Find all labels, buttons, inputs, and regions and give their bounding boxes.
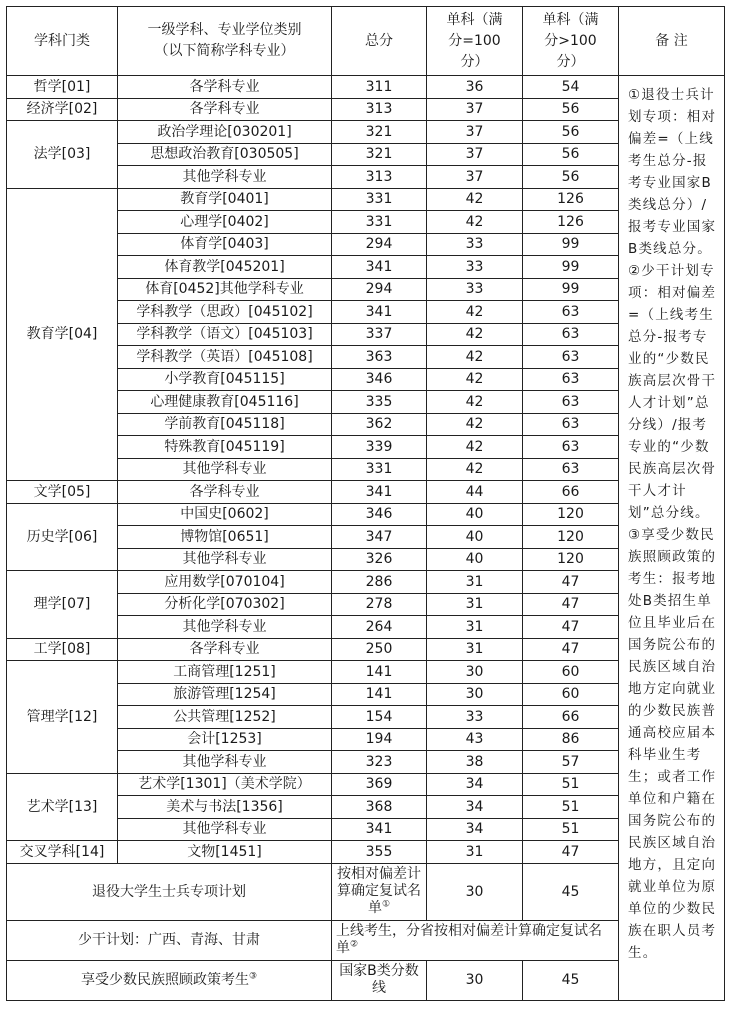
total-score-cell: 286 — [332, 571, 427, 594]
total-score-cell: 339 — [332, 436, 427, 459]
subject-cell: 美术与书法[1356] — [118, 796, 332, 819]
subject-cell: 各学科专业 — [118, 98, 332, 121]
subject-cell: 各学科专业 — [118, 638, 332, 661]
single-100-cell: 31 — [427, 616, 523, 639]
remarks-cell — [619, 76, 725, 1001]
category-cell: 哲学[01] — [7, 76, 118, 99]
single-100-cell: 44 — [427, 481, 523, 504]
table-row — [7, 503, 725, 526]
single-gt100-cell: 47 — [523, 571, 619, 594]
single-gt100-cell: 60 — [523, 661, 619, 684]
table-row — [7, 638, 725, 661]
subject-cell: 中国史[0602] — [118, 503, 332, 526]
single-gt100-cell: 47 — [523, 593, 619, 616]
special-cadre-rule-text: 上线考生，分省按相对偏差计算确定复试名单 — [336, 923, 602, 956]
special-soldier-single-100-text: 30 — [465, 883, 484, 900]
total-score-cell: 321 — [332, 121, 427, 144]
subject-cell: 应用数学[070104] — [118, 571, 332, 594]
single-gt100-cell: 47 — [523, 616, 619, 639]
special-row-soldier — [7, 863, 725, 920]
total-score-cell: 341 — [332, 481, 427, 504]
table-body — [7, 76, 725, 1001]
total-score-cell: 141 — [332, 661, 427, 684]
single-100-cell: 42 — [427, 413, 523, 436]
single-gt100-cell: 63 — [523, 458, 619, 481]
single-gt100-cell: 99 — [523, 256, 619, 279]
single-100-cell: 30 — [427, 661, 523, 684]
subject-cell: 特殊教育[045119] — [118, 436, 332, 459]
total-score-cell: 369 — [332, 773, 427, 796]
subject-cell: 文物[1451] — [118, 841, 332, 864]
subject-cell: 体育学[0403] — [118, 233, 332, 256]
category-cell: 文学[05] — [7, 481, 118, 504]
header-row — [7, 7, 725, 76]
special-soldier-label-text: 退役大学生士兵专项计划 — [92, 883, 246, 900]
single-100-cell: 42 — [427, 188, 523, 211]
special-cadre-label-text: 少干计划：广西、青海、甘肃 — [78, 932, 260, 948]
single-gt100-cell: 63 — [523, 436, 619, 459]
subject-cell: 思想政治教育[030505] — [118, 143, 332, 166]
footnote-3: ③ — [248, 971, 258, 982]
single-100-cell: 31 — [427, 571, 523, 594]
total-score-cell: 363 — [332, 346, 427, 369]
single-gt100-cell: 126 — [523, 211, 619, 234]
remark-note: ③享受少数民族照顾政策的考生：报考地处B类招生单位且毕业后在国务院公布的民族区域自治地方定向就业的少数民族普通高校应届本科毕业生考生；或者工作单位和户籍在国务院公布的民族区域自治地方，且定向就业单位为原单位的少数民族在职人员考生。 — [628, 527, 717, 961]
single-gt100-cell: 120 — [523, 526, 619, 549]
total-score-cell: 323 — [332, 751, 427, 774]
single-100-cell: 33 — [427, 233, 523, 256]
special-soldier-rule — [332, 863, 427, 920]
special-soldier-single-gt100 — [523, 863, 619, 920]
single-gt100-cell: 63 — [523, 368, 619, 391]
total-score-cell: 278 — [332, 593, 427, 616]
single-100-cell: 31 — [427, 593, 523, 616]
category-cell: 工学[08] — [7, 638, 118, 661]
single-gt100-cell: 63 — [523, 346, 619, 369]
special-soldier-single-gt100-text: 45 — [561, 883, 580, 900]
single-100-cell: 31 — [427, 638, 523, 661]
special-minority-label-text: 享受少数民族照顾政策考生 — [80, 972, 249, 988]
subject-cell: 学科教学（语文）[045103] — [118, 323, 332, 346]
special-soldier-label — [7, 863, 332, 920]
single-100-cell: 30 — [427, 683, 523, 706]
header-single-gt100: 单科（满分>100分） — [523, 7, 619, 76]
special-minority-single-gt100 — [523, 960, 619, 1000]
subject-cell: 各学科专业 — [118, 481, 332, 504]
subject-cell: 博物馆[0651] — [118, 526, 332, 549]
header-single-100: 单科（满分=100分） — [427, 7, 523, 76]
table-row — [7, 121, 725, 144]
subject-cell: 小学教育[045115] — [118, 368, 332, 391]
total-score-cell: 341 — [332, 301, 427, 324]
subject-cell: 其他学科专业 — [118, 548, 332, 571]
single-100-cell: 40 — [427, 548, 523, 571]
subject-cell: 各学科专业 — [118, 76, 332, 99]
total-score-cell: 326 — [332, 548, 427, 571]
category-cell: 艺术学[13] — [7, 773, 118, 841]
category-cell: 历史学[06] — [7, 503, 118, 571]
single-gt100-cell: 63 — [523, 301, 619, 324]
total-score-cell: 141 — [332, 683, 427, 706]
subject-cell: 教育学[0401] — [118, 188, 332, 211]
single-100-cell: 38 — [427, 751, 523, 774]
total-score-cell: 341 — [332, 818, 427, 841]
special-soldier-rule-text: 按相对偏差计算确定复试名单 — [337, 866, 421, 916]
table-row — [7, 481, 725, 504]
category-cell: 法学[03] — [7, 121, 118, 189]
single-100-cell: 43 — [427, 728, 523, 751]
footnote-1: ① — [381, 899, 391, 910]
single-gt100-cell: 56 — [523, 98, 619, 121]
single-100-cell: 37 — [427, 121, 523, 144]
single-100-cell: 40 — [427, 526, 523, 549]
single-gt100-cell: 47 — [523, 841, 619, 864]
single-gt100-cell: 56 — [523, 166, 619, 189]
total-score-cell: 368 — [332, 796, 427, 819]
total-score-cell: 264 — [332, 616, 427, 639]
category-cell: 经济学[02] — [7, 98, 118, 121]
single-100-cell: 33 — [427, 256, 523, 279]
subject-cell: 公共管理[1252] — [118, 706, 332, 729]
subject-cell: 工商管理[1251] — [118, 661, 332, 684]
single-gt100-cell: 51 — [523, 818, 619, 841]
single-100-cell: 33 — [427, 278, 523, 301]
single-100-cell: 33 — [427, 706, 523, 729]
subject-cell: 学科教学（英语）[045108] — [118, 346, 332, 369]
header-remark: 备 注 — [619, 7, 725, 76]
single-gt100-cell: 63 — [523, 413, 619, 436]
single-100-cell: 42 — [427, 211, 523, 234]
special-minority-label — [7, 960, 332, 1000]
single-gt100-cell: 51 — [523, 773, 619, 796]
special-row-minority — [7, 960, 725, 1000]
single-100-cell: 36 — [427, 76, 523, 99]
single-100-cell: 37 — [427, 98, 523, 121]
total-score-cell: 347 — [332, 526, 427, 549]
single-gt100-cell: 51 — [523, 796, 619, 819]
single-gt100-cell: 60 — [523, 683, 619, 706]
table-row — [7, 661, 725, 684]
single-gt100-cell: 126 — [523, 188, 619, 211]
single-100-cell: 42 — [427, 368, 523, 391]
special-minority-rule-text: 国家B类分数线 — [339, 963, 419, 996]
single-100-cell: 34 — [427, 773, 523, 796]
total-score-cell: 311 — [332, 76, 427, 99]
total-score-cell: 154 — [332, 706, 427, 729]
special-row-cadre — [7, 920, 725, 960]
table-row — [7, 841, 725, 864]
header-category: 学科门类 — [7, 7, 118, 76]
subject-cell: 其他学科专业 — [118, 818, 332, 841]
single-gt100-cell: 63 — [523, 323, 619, 346]
special-soldier-single-100 — [427, 863, 523, 920]
special-minority-single-100 — [427, 960, 523, 1000]
single-100-cell: 42 — [427, 436, 523, 459]
subject-cell: 分析化学[070302] — [118, 593, 332, 616]
single-100-cell: 37 — [427, 166, 523, 189]
total-score-cell: 331 — [332, 211, 427, 234]
subject-cell: 学科教学（思政）[045102] — [118, 301, 332, 324]
subject-cell: 其他学科专业 — [118, 166, 332, 189]
single-100-cell: 42 — [427, 346, 523, 369]
total-score-cell: 346 — [332, 368, 427, 391]
total-score-cell: 250 — [332, 638, 427, 661]
category-cell: 管理学[12] — [7, 661, 118, 774]
single-gt100-cell: 56 — [523, 143, 619, 166]
single-100-cell: 42 — [427, 323, 523, 346]
total-score-cell: 331 — [332, 188, 427, 211]
total-score-cell: 335 — [332, 391, 427, 414]
subject-cell: 学前教育[045118] — [118, 413, 332, 436]
single-100-cell: 42 — [427, 391, 523, 414]
single-gt100-cell: 66 — [523, 706, 619, 729]
category-cell: 理学[07] — [7, 571, 118, 639]
total-score-cell: 355 — [332, 841, 427, 864]
special-minority-single-gt100-text: 45 — [561, 972, 580, 988]
subject-cell: 心理学[0402] — [118, 211, 332, 234]
single-gt100-cell: 120 — [523, 503, 619, 526]
single-100-cell: 31 — [427, 841, 523, 864]
single-100-cell: 40 — [427, 503, 523, 526]
single-gt100-cell: 54 — [523, 76, 619, 99]
special-minority-single-100-text: 30 — [465, 972, 484, 988]
single-gt100-cell: 56 — [523, 121, 619, 144]
subject-cell: 其他学科专业 — [118, 616, 332, 639]
single-gt100-cell: 120 — [523, 548, 619, 571]
remark-note: ②少干计划专项：相对偏差=（上线考生总分-报考专业的“少数民族高层次骨干人才计划”总分线）/报考专业的“少数民族高层次骨干人才计划”总分线。 — [628, 263, 717, 521]
total-score-cell: 337 — [332, 323, 427, 346]
category-cell: 交叉学科[14] — [7, 841, 118, 864]
total-score-cell: 341 — [332, 256, 427, 279]
subject-cell: 其他学科专业 — [118, 458, 332, 481]
single-100-cell: 34 — [427, 818, 523, 841]
score-table — [6, 6, 725, 1001]
single-100-cell: 42 — [427, 301, 523, 324]
table-row — [7, 188, 725, 211]
header-subject: 一级学科、专业学位类别（以下简称学科专业） — [118, 7, 332, 76]
footnote-2: ② — [350, 939, 359, 950]
subject-cell: 旅游管理[1254] — [118, 683, 332, 706]
subject-cell: 政治学理论[030201] — [118, 121, 332, 144]
single-gt100-cell: 47 — [523, 638, 619, 661]
total-score-cell: 313 — [332, 98, 427, 121]
single-gt100-cell: 66 — [523, 481, 619, 504]
single-gt100-cell: 86 — [523, 728, 619, 751]
single-100-cell: 34 — [427, 796, 523, 819]
subject-cell: 艺术学[1301]（美术学院） — [118, 773, 332, 796]
table-row — [7, 773, 725, 796]
total-score-cell: 331 — [332, 458, 427, 481]
table-row — [7, 76, 725, 99]
single-100-cell: 42 — [427, 458, 523, 481]
total-score-cell: 294 — [332, 233, 427, 256]
category-cell: 教育学[04] — [7, 188, 118, 481]
single-gt100-cell: 99 — [523, 278, 619, 301]
special-cadre-rule — [332, 920, 619, 960]
subject-cell: 会计[1253] — [118, 728, 332, 751]
header-total: 总分 — [332, 7, 427, 76]
table-row — [7, 571, 725, 594]
subject-cell: 其他学科专业 — [118, 751, 332, 774]
total-score-cell: 346 — [332, 503, 427, 526]
subject-cell: 心理健康教育[045116] — [118, 391, 332, 414]
single-gt100-cell: 99 — [523, 233, 619, 256]
total-score-cell: 194 — [332, 728, 427, 751]
total-score-cell: 313 — [332, 166, 427, 189]
table-row — [7, 98, 725, 121]
single-100-cell: 37 — [427, 143, 523, 166]
total-score-cell: 321 — [332, 143, 427, 166]
single-gt100-cell: 63 — [523, 391, 619, 414]
special-minority-rule — [332, 960, 427, 1000]
remark-note: ①退役士兵计划专项：相对偏差=（上线考生总分-报考专业国家B类线总分）/报考专业国家B类线总分。 — [628, 87, 717, 257]
subject-cell: 体育教学[045201] — [118, 256, 332, 279]
single-gt100-cell: 57 — [523, 751, 619, 774]
special-cadre-label — [7, 920, 332, 960]
subject-cell: 体育[0452]其他学科专业 — [118, 278, 332, 301]
total-score-cell: 362 — [332, 413, 427, 436]
total-score-cell: 294 — [332, 278, 427, 301]
